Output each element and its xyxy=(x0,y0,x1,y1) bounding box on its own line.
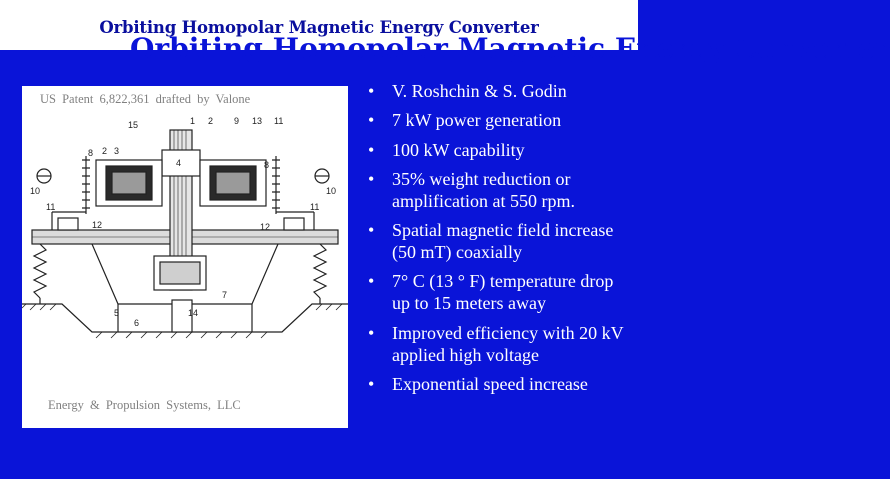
bullet-item xyxy=(368,168,630,212)
bullet-marker: • xyxy=(368,110,375,131)
bullet-marker: • xyxy=(368,81,375,101)
bullet-marker: • xyxy=(368,374,375,395)
part-label: 12 xyxy=(92,220,103,230)
bullet-marker: • xyxy=(368,220,375,241)
title-ghost-overflow xyxy=(130,32,890,65)
part-label: 7 xyxy=(222,290,228,300)
part-label: 11 xyxy=(310,202,320,212)
part-label: 10 xyxy=(326,186,337,196)
part-label: 12 xyxy=(260,222,271,232)
diagram-caption-bottom: Energy & Propulsion Systems, LLC xyxy=(48,398,241,412)
diagram-caption-top: US Patent 6,822,361 drafted by Valone xyxy=(40,92,251,106)
bullet-text: Exponential speed increase xyxy=(392,374,588,395)
part-label: 2 xyxy=(208,116,214,126)
bullet-text: V. Roshchin & S. Godin xyxy=(392,81,567,101)
patent-diagram xyxy=(22,110,348,360)
bullet-item xyxy=(368,109,630,131)
part-label: 1 xyxy=(190,116,196,126)
part-label: 9 xyxy=(234,116,240,126)
bullet-list xyxy=(368,80,630,402)
bullet-item xyxy=(368,373,630,395)
part-label: 6 xyxy=(134,318,140,328)
bullet-item xyxy=(368,219,630,263)
bullet-marker: • xyxy=(368,139,375,160)
left-roller-coil xyxy=(82,156,90,214)
bullet-item xyxy=(368,322,630,366)
part-label: 2 xyxy=(102,146,108,156)
left-spring xyxy=(34,244,46,298)
bullet-marker: • xyxy=(368,271,375,292)
part-label: 11 xyxy=(274,116,284,126)
part-label: 5 xyxy=(114,308,120,318)
bullet-text: Spatial magnetic field increase (50 mT) coaxially xyxy=(392,220,614,263)
part-label: 14 xyxy=(188,308,199,318)
part-label: 11 xyxy=(46,202,56,212)
part-label: 10 xyxy=(30,186,41,196)
part-label: 8 xyxy=(264,160,270,170)
bullet-marker: • xyxy=(368,322,375,343)
right-spring xyxy=(314,244,326,298)
bullet-text: 7° C (13 ° F) temperature drop up to 15 meters away xyxy=(392,271,614,314)
bullet-item xyxy=(368,80,630,102)
bullet-marker: • xyxy=(368,168,375,189)
bullet-text: 35% weight reduction or amplification at 550 rpm. xyxy=(392,168,575,211)
part-label: 13 xyxy=(252,116,263,126)
part-label: 8 xyxy=(88,148,94,158)
bullet-text: 100 kW capability xyxy=(392,139,525,160)
part-label: 15 xyxy=(128,120,139,130)
part-label: 3 xyxy=(114,146,120,156)
slide-title: Orbiting Homopolar Magnetic Energy Converter xyxy=(99,18,539,37)
bullet-text: 7 kW power generation xyxy=(392,110,562,131)
part-label: 4 xyxy=(176,158,182,168)
right-roller-coil xyxy=(272,156,280,214)
bullet-item xyxy=(368,270,630,314)
bullet-text: Improved efficiency with 20 kV applied high voltage xyxy=(392,322,624,365)
bullet-item xyxy=(368,139,630,161)
title-ghost-text: Orbiting Homopolar Magnetic Energy Converter xyxy=(130,32,890,65)
